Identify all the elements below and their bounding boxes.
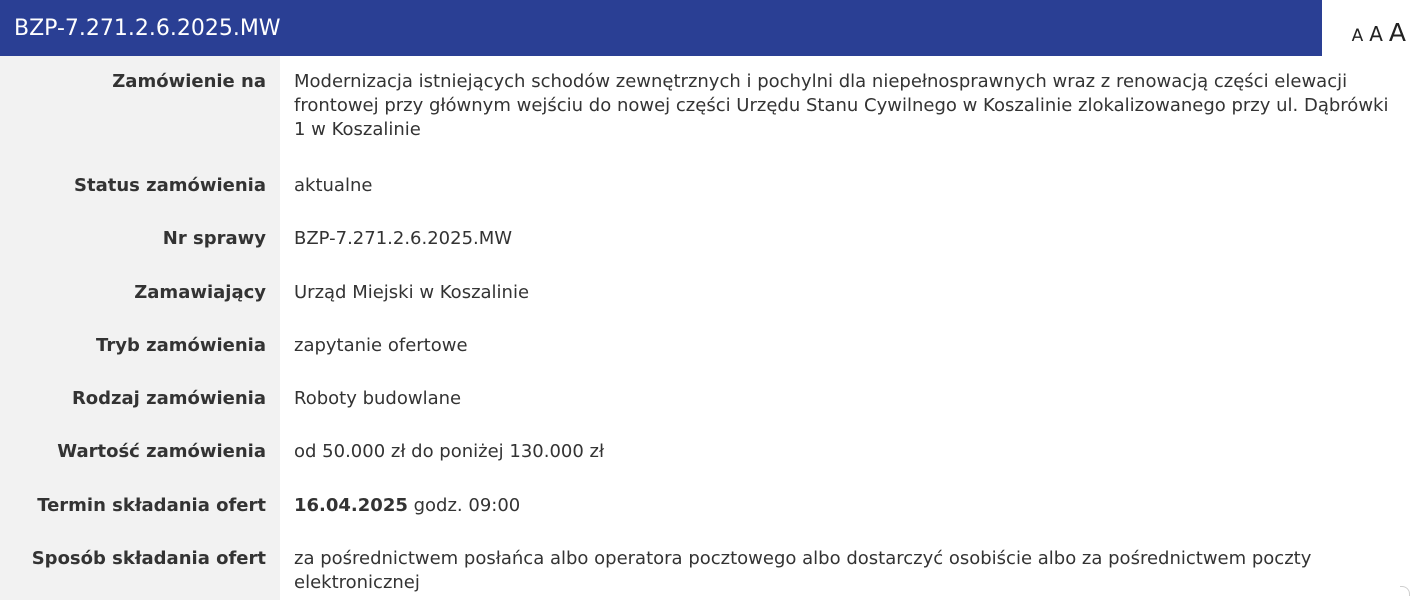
detail-value: Modernizacja istniejących schodów zewnętrznych i pochylni dla niepełnosprawnych wraz z renowacją części elewacji frontowej przy głównym wejściu do nowej części Urzędu Stanu Cywilnego w Koszalinie zlokalizowanego przy ul. Dąbrówki 1 w Koszalinie (294, 71, 1389, 140)
font-size-small-button[interactable]: A (1351, 26, 1364, 46)
deadline-time: godz. 09:00 (413, 495, 521, 516)
detail-label: Wartość zamówienia (57, 441, 266, 462)
detail-label: Zamawiający (134, 282, 266, 303)
detail-row-procedure (0, 334, 1400, 358)
detail-value: aktualne (294, 175, 373, 196)
detail-value: BZP-7.271.2.6.2025.MW (294, 228, 513, 249)
font-size-controls (1352, 20, 1406, 45)
detail-label: Zamówienie na (112, 71, 266, 92)
detail-label: Tryb zamówienia (96, 335, 266, 356)
detail-row-subject (0, 70, 1400, 142)
detail-label: Nr sprawy (162, 228, 266, 249)
detail-label: Termin składania ofert (37, 495, 266, 516)
font-size-large-button[interactable]: A (1388, 18, 1406, 47)
detail-value: od 50.000 zł do poniżej 130.000 zł (294, 441, 605, 462)
detail-label: Rodzaj zamówienia (71, 388, 266, 409)
detail-value: Urząd Miejski w Koszalinie (294, 282, 530, 303)
detail-row-status (0, 174, 1400, 198)
detail-row-case-number (0, 227, 1400, 251)
detail-row-contracting-authority (0, 281, 1400, 305)
detail-value: za pośrednictwem posłańca albo operatora pocztowego albo dostarczyć osobiście albo za pośrednictwem poczty elektronicznej (294, 548, 1312, 593)
font-size-medium-button[interactable]: A (1369, 22, 1383, 46)
detail-label: Sposób składania ofert (31, 548, 266, 569)
page-title: BZP-7.271.2.6.2025.MW (14, 15, 281, 41)
scroll-corner-indicator (1400, 586, 1410, 596)
detail-row-order-type (0, 387, 1400, 411)
detail-row-submission-method (0, 547, 1400, 595)
order-details (0, 56, 1400, 600)
detail-row-deadline (0, 494, 1400, 518)
detail-row-order-value (0, 440, 1400, 464)
detail-label: Status zamówienia (74, 175, 266, 196)
deadline-date: 16.04.2025 (294, 495, 408, 516)
detail-value: Roboty budowlane (294, 388, 462, 409)
header-bar (0, 0, 1322, 56)
detail-value: zapytanie ofertowe (294, 335, 468, 356)
detail-value (280, 494, 1390, 518)
